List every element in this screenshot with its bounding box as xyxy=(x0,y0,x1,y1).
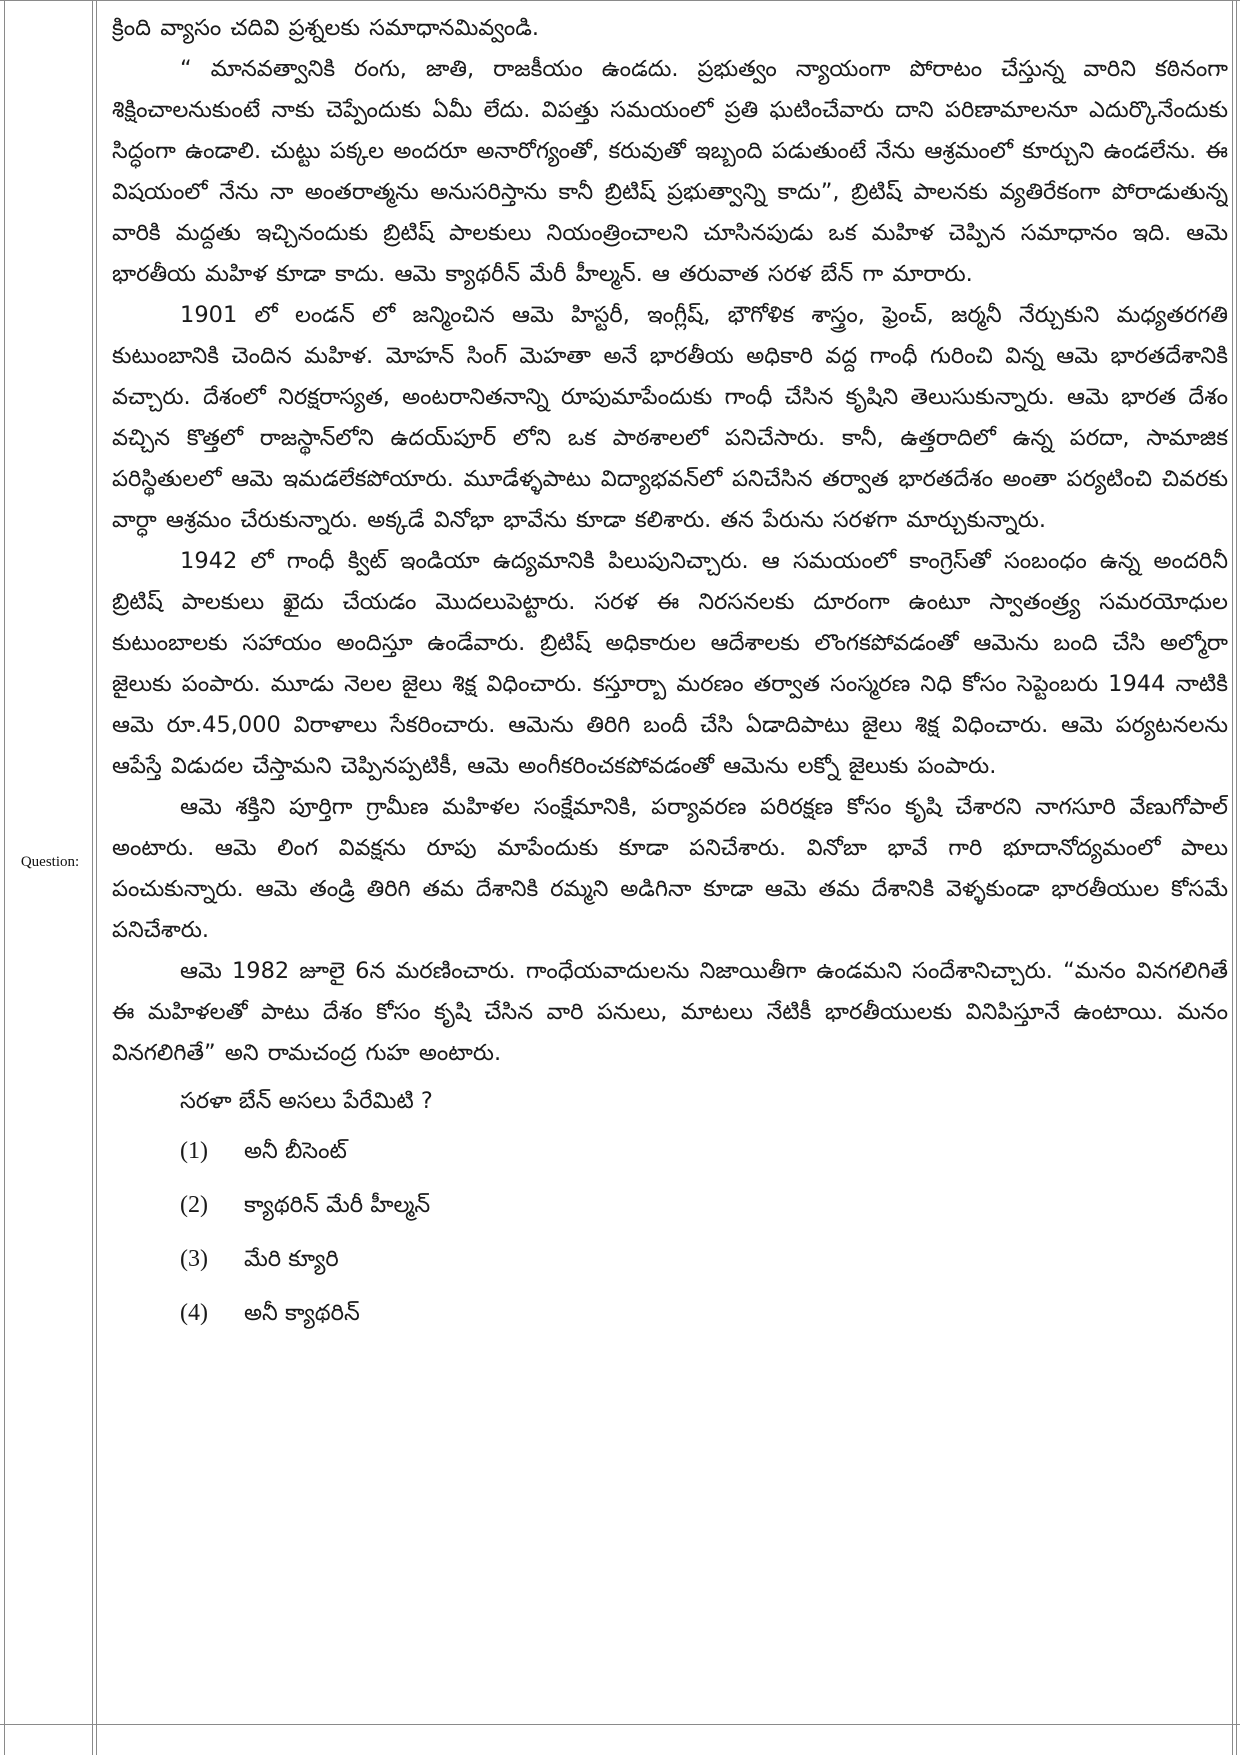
instruction-text: క్రింది వ్యాసం చదివి ప్రశ్నలకు సమాధానమివ్వండి. xyxy=(112,15,540,41)
bottom-border xyxy=(0,1724,1240,1725)
top-border xyxy=(0,0,1240,1)
outer-right-border-1 xyxy=(1232,0,1233,1755)
option-number: (4) xyxy=(180,1300,208,1326)
answer-option-2[interactable] xyxy=(112,1178,1228,1232)
question-label: Question: xyxy=(20,854,80,870)
option-text: అనీ బీసెంట్ xyxy=(244,1138,347,1164)
answer-option-3[interactable] xyxy=(112,1232,1228,1286)
outer-right-border-2 xyxy=(1236,0,1237,1755)
option-text: అనీ క్యాథరిన్ xyxy=(244,1300,360,1326)
outer-left-border xyxy=(4,0,5,1755)
label-cell xyxy=(6,0,94,1725)
passage-paragraph-5: ఆమె 1982 జూలై 6న మరణించారు. గాంధేయవాదులను నిజాయితీగా ఉండమని సందేశానిచ్చారు. “మనం వినగలిగితే ఈ మహిళలతో పాటు దేశం కోసం కృషి చేసిన వారి పనులు, మాటలు నేటికీ భారతీయులకు వినిపిస్తూనే ఉంటాయి. మనం వినగలిగితే” అని రామచంద్ర గుహ అంటారు. xyxy=(112,958,1228,1066)
question-text: సరళా బేన్ అసలు పేరేమిటి ? xyxy=(180,1088,433,1114)
option-text: మేరి క్యూరి xyxy=(244,1246,339,1272)
passage-paragraph-3: 1942 లో గాంధీ క్విట్ ఇండియా ఉద్యమానికి పిలుపునిచ్చారు. ఆ సమయంలో కాంగ్రెస్‌తో సంబంధం ఉన్న అందరినీ బ్రిటిష్ పాలకులు ఖైదు చేయడం మొదలుపెట్టారు. సరళ ఈ నిరసనలకు దూరంగా ఉంటూ స్వాతంత్ర్య సమరయోధుల కుటుంబాలకు సహాయం అందిస్తూ ఉండేవారు. బ్రిటిష్ అధికారుల ఆదేశాలకు లొంగకపోవడంతో ఆమెను బంది చేసి అల్మోరా జైలుకు పంపారు. మూడు నెలల జైలు శిక్ష విధించారు. కస్తూర్బా మరణం తర్వాత సంస్మరణ నిధి కోసం సెప్టెంబరు 1944 నాటికి ఆమె రూ.45,000 విరాళాలు సేకరించారు. ఆమెను తిరిగి బందీ చేసి ఏడాదిపాటు జైలు శిక్ష విధించారు. ఆమె పర్యటనలను ఆపేస్తే విడుదల చేస్తామని చెప్పినప్పటికీ, ఆమె అంగీకరించకపోవడంతో ఆమెను లక్నో జైలుకు పంపారు. xyxy=(112,548,1228,779)
question-content xyxy=(112,8,1228,1723)
option-number: (2) xyxy=(180,1192,208,1218)
option-text: క్యాథరిన్ మేరీ హీల్మన్ xyxy=(244,1192,431,1218)
answer-option-1[interactable] xyxy=(112,1124,1228,1178)
passage-paragraph-1: “ మానవత్వానికి రంగు, జాతి, రాజకీయం ఉండదు. ప్రభుత్వం న్యాయంగా పోరాటం చేస్తున్న వారిని కఠినంగా శిక్షించాలనుకుంటే నాకు చెప్పేందుకు ఏమీ లేదు. విపత్తు సమయంలో ప్రతి ఘటించేవారు దాని పరిణామాలనూ ఎదుర్కొనేందుకు సిద్ధంగా ఉండాలి. చుట్టు పక్కల అందరూ అనారోగ్యంతో, కరువుతో ఇబ్బంది పడుతుంటే నేను ఆశ్రమంలో కూర్చుని ఉండలేను. ఈ విషయంలో నేను నా అంతరాత్మను అనుసరిస్తాను కానీ బ్రిటిష్ ప్రభుత్వాన్ని కాదు”, బ్రిటిష్ పాలనకు వ్యతిరేకంగా పోరాడుతున్న వారికి మద్దతు ఇచ్చినందుకు బ్రిటిష్ పాలకులు నియంత్రించాలని చూసినపుడు ఒక మహిళ చెప్పిన సమాధానం ఇది. ఆమె భారతీయ మహిళ కూడా కాదు. ఆమె క్యాథరీన్ మేరీ హీల్మన్. ఆ తరువాత సరళ బేన్ గా మారారు. xyxy=(112,56,1228,287)
answer-option-4[interactable] xyxy=(112,1286,1228,1340)
passage-paragraph-2: 1901 లో లండన్ లో జన్మించిన ఆమె హిస్టరీ, ఇంగ్లీష్, భౌగోళిక శాస్త్రం, ఫ్రెంచ్, జర్మనీ నేర్చుకుని మధ్యతరగతి కుటుంబానికి చెందిన మహిళ. మోహన్ సింగ్ మెహతా అనే భారతీయ అధికారి వద్ద గాంధీ గురించి విన్న ఆమె భారతదేశానికి వచ్చారు. దేశంలో నిరక్షరాస్యత, అంటరానితనాన్ని రూపుమాపేందుకు గాంధీ చేసిన కృషిని తెలుసుకున్నారు. ఆమె భారత దేశం వచ్చిన కొత్తలో రాజస్థాన్‌లోని ఉదయ్‌పూర్ లోని ఒక పాఠశాలలో పనిచేసారు. కానీ, ఉత్తరాదిలో ఉన్న పరదా, సామాజిక పరిస్థితులలో ఆమె ఇమడలేకపోయారు. మూడేళ్ళపాటు విద్యాభవన్‌లో పనిచేసిన తర్వాత భారతదేశం అంతా పర్యటించి చివరకు వార్ధా ఆశ్రమం చేరుకున్నారు. అక్కడే వినోభా భావేను కూడా కలిశారు. తన పేరును సరళగా మార్చుకున్నారు. xyxy=(112,302,1228,533)
passage-paragraph-4: ఆమె శక్తిని పూర్తిగా గ్రామీణ మహిళల సంక్షేమానికి, పర్యావరణ పరిరక్షణ కోసం కృషి చేశారని నాగసూరి వేణుగోపాల్ అంటారు. ఆమె లింగ వివక్షను రూపు మాపేందుకు కూడా పనిచేశారు. వినోబా భావే గారి భూదానోద్యమంలో పాలు పంచుకున్నారు. ఆమె తండ్రి తిరిగి తమ దేశానికి రమ్మని అడిగినా కూడా ఆమె తమ దేశానికి వెళ్ళకుండా భారతీయుల కోసమే పనిచేశారు. xyxy=(112,794,1228,943)
option-number: (1) xyxy=(180,1138,208,1164)
option-number: (3) xyxy=(180,1246,208,1272)
label-col-border-2 xyxy=(96,0,97,1755)
answer-options xyxy=(112,1124,1228,1340)
